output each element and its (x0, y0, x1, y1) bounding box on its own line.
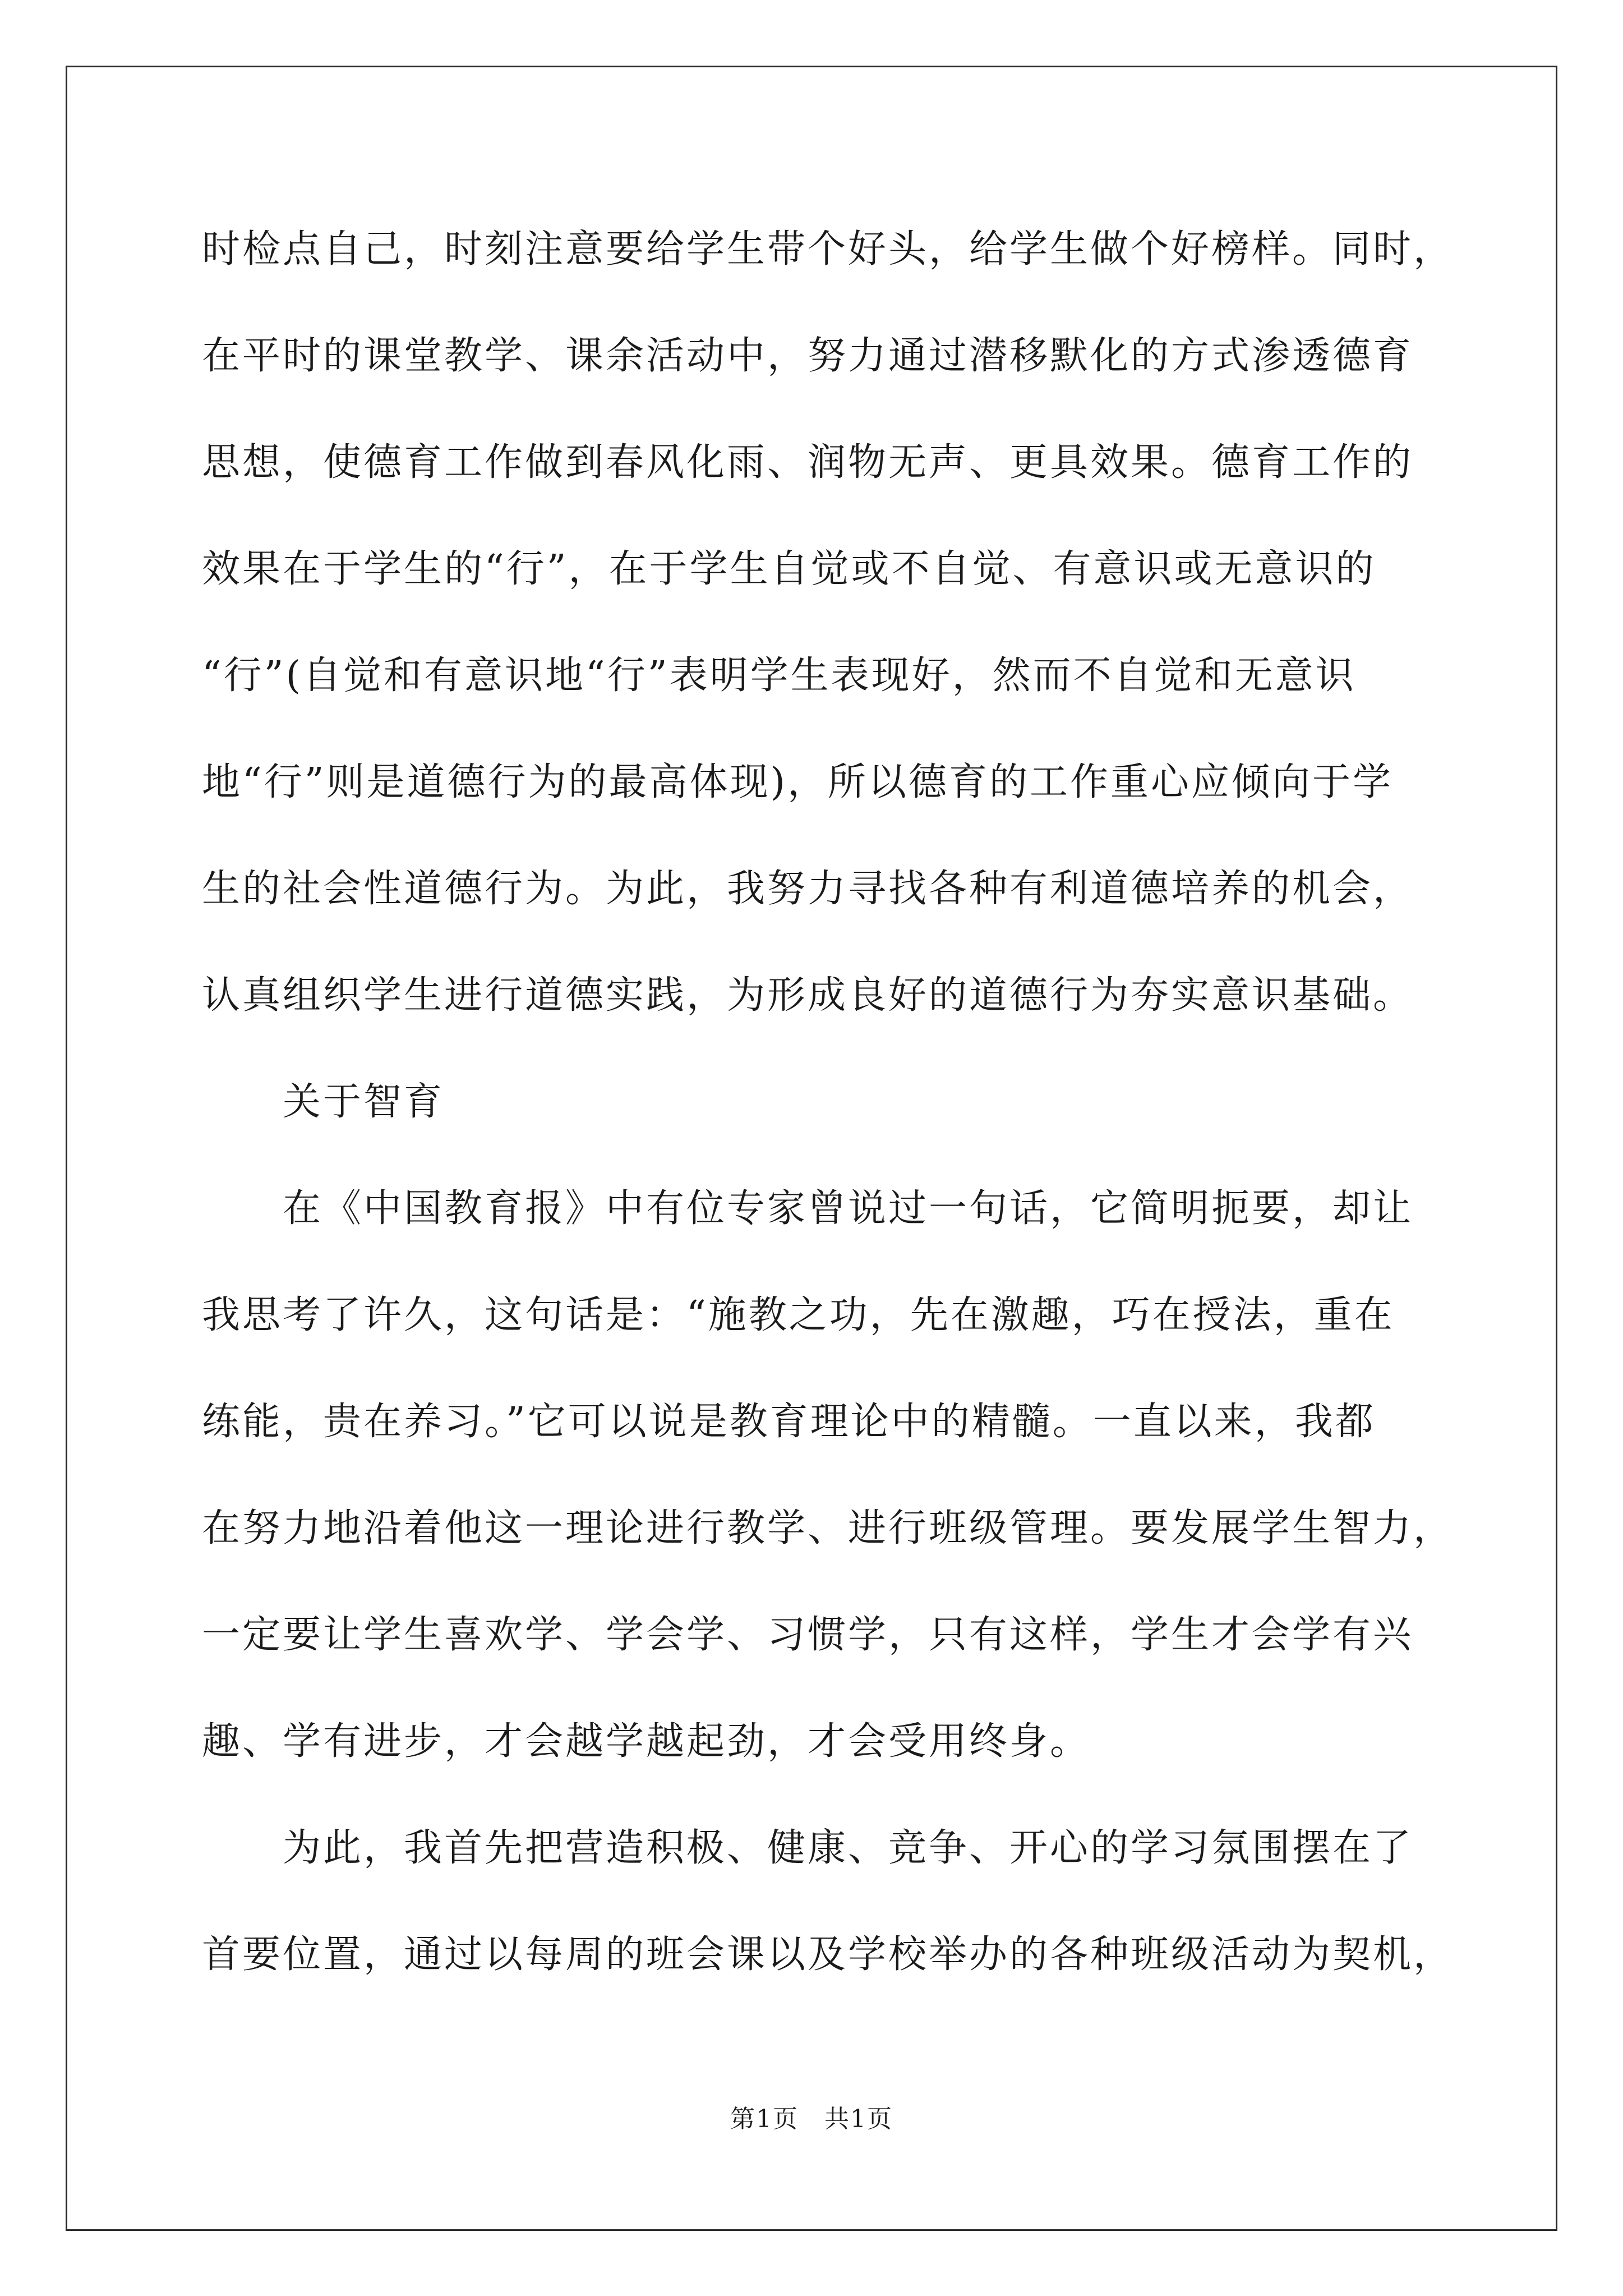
text-line-5: “行”(自觉和有意识地“行”表明学生表现好，然而不自觉和无意识 (202, 654, 1356, 698)
text-line-4: 效果在于学生的“行”，在于学生自觉或不自觉、有意识或无意识的 (202, 547, 1376, 591)
text-line-14: 一定要让学生喜欢学、学会学、习惯学，只有这样，学生才会学有兴 (202, 1613, 1414, 1657)
text-line-12: 练能，贵在养习。”它可以说是教育理论中的精髓。一直以来，我都 (202, 1400, 1376, 1444)
text-line-17: 首要位置，通过以每周的班会课以及学校举办的各种班级活动为契机， (202, 1932, 1454, 1977)
text-line-7: 生的社会性道德行为。为此，我努力寻找各种有利道德培养的机会， (202, 867, 1414, 911)
text-line-15: 趣、学有进步，才会越学越起劲，才会受用终身。 (202, 1719, 1091, 1764)
page-number-footer: 第1页 共1页 (730, 2105, 893, 2133)
text-line-1: 时检点自己，时刻注意要给学生带个好头，给学生做个好榜样。同时， (202, 227, 1454, 272)
section-heading-intellectual-education: 关于智育 (283, 1080, 445, 1124)
text-line-6: 地“行”则是道德行为的最高体现)，所以德育的工作重心应倾向于学 (202, 760, 1394, 804)
text-line-10: 在《中国教育报》中有位专家曾说过一句话，它简明扼要，却让 (283, 1186, 1414, 1231)
text-line-3: 思想，使德育工作做到春风化雨、润物无声、更具效果。德育工作的 (202, 440, 1414, 485)
text-line-8: 认真组织学生进行道德实践，为形成良好的道德行为夯实意识基础。 (202, 973, 1414, 1018)
text-line-13: 在努力地沿着他这一理论进行教学、进行班级管理。要发展学生智力， (202, 1506, 1454, 1550)
text-line-11: 我思考了许久，这句话是：“施教之功，先在激趣，巧在授法，重在 (202, 1293, 1395, 1337)
document-body (202, 196, 1454, 2008)
text-line-16: 为此，我首先把营造积极、健康、竞争、开心的学习氛围摆在了 (283, 1826, 1414, 1870)
text-line-2: 在平时的课堂教学、课余活动中，努力通过潜移默化的方式渗透德育 (202, 334, 1414, 378)
